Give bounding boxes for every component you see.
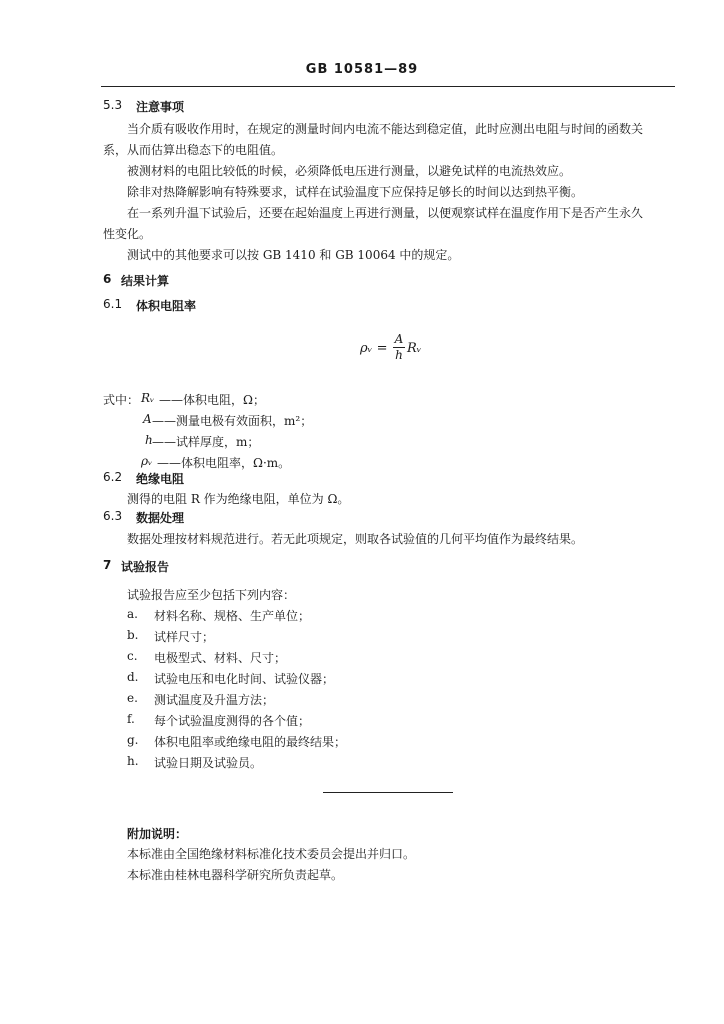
appendix-title: 附加说明： [127,827,188,841]
where-def-rho: ——体积电阻率，Ω·m。 [157,456,291,470]
report-item-mark: h. [127,754,139,768]
section-6-2-number: 6.2 [103,470,123,484]
section-5-3-number: 5.3 [103,98,123,112]
report-item-mark: b. [127,628,139,642]
s53-paragraph-3: 除非对热降解影响有特殊要求，试样在试验温度下应保持足够长的时间以达到热平衡。 [127,185,584,199]
report-item-text: 试验日期及试验员。 [154,756,263,770]
section-6-number: 6 [103,272,112,286]
report-item-text: 每个试验温度测得的各个值； [154,714,311,728]
header-rule [101,86,675,87]
where-symbol-rv: Rᵥ [141,391,155,405]
section-6-2-title: 绝缘电阻 [136,472,185,486]
report-item-mark: a. [127,607,138,621]
report-intro: 试验报告应至少包括下列内容： [127,588,296,602]
formula-denominator: h [395,348,403,362]
s62-paragraph: 测得的电阻 R 作为绝缘电阻，单位为 Ω。 [127,492,350,506]
where-def-rv: ——体积电阻，Ω； [159,393,265,407]
report-item-text: 测试温度及升温方法； [154,693,275,707]
appendix-line-1: 本标准由全国绝缘材料标准化技术委员会提出并归口。 [127,847,416,861]
report-item-mark: e. [127,691,138,705]
formula-rhs: Rᵥ [407,341,422,356]
report-item-mark: c. [127,649,138,663]
where-def-a: ——测量电极有效面积，m²； [152,414,313,428]
formula-lhs: ρᵥ = [360,341,388,356]
s53-paragraph-2: 被测材料的电阻比较低的时候，必须降低电压进行测量，以避免试样的电流热效应。 [127,164,572,178]
section-6-1-number: 6.1 [103,297,123,311]
s53-paragraph-5: 测试中的其他要求可以按 GB 1410 和 GB 10064 中的规定。 [127,248,460,262]
section-7-number: 7 [103,558,112,572]
where-label: 式中： [103,393,140,407]
report-item-mark: g. [127,733,139,747]
formula-fraction [393,333,405,362]
formula-numerator: A [394,332,404,346]
report-item-text: 试验电压和电化时间、试验仪器； [154,672,335,686]
standard-code-header: GB 10581—89 [305,62,419,77]
where-symbol-rho: ρᵥ [141,454,153,468]
s53-paragraph-4-line-2: 性变化。 [103,227,152,241]
report-item-mark: f. [127,712,135,726]
section-6-3-number: 6.3 [103,509,123,523]
section-6-3-title: 数据处理 [136,511,185,525]
where-symbol-a: A [143,412,152,426]
report-item-text: 试样尺寸； [154,630,215,644]
where-def-h: ——试样厚度，m； [152,435,260,449]
s53-paragraph-1-line-2: 系，从而估算出稳态下的电阻值。 [103,143,284,157]
s53-paragraph-4-line-1: 在一系列升温下试验后，还要在起始温度上再进行测量，以便观察试样在温度作用下是否产生永久 [127,206,644,220]
section-6-1-title: 体积电阻率 [136,299,197,313]
s53-paragraph-1-line-1: 当介质有吸收作用时，在规定的测量时间内电流不能达到稳定值，此时应测出电阻与时间的函数关 [127,122,644,136]
where-symbol-h: h [145,433,153,447]
end-rule [323,792,453,793]
report-item-text: 电极型式、材料、尺寸； [154,651,287,665]
section-7-title: 试验报告 [121,560,170,574]
appendix-line-2: 本标准由桂林电器科学研究所负责起草。 [127,868,344,882]
report-item-text: 材料名称、规格、生产单位； [154,609,311,623]
report-item-mark: d. [127,670,139,684]
report-item-text: 体积电阻率或绝缘电阻的最终结果； [154,735,347,749]
s63-paragraph: 数据处理按材料规范进行。若无此项规定，则取各试验值的几何平均值作为最终结果。 [127,532,584,546]
section-5-3-title: 注意事项 [136,100,185,114]
section-6-title: 结果计算 [121,274,170,288]
